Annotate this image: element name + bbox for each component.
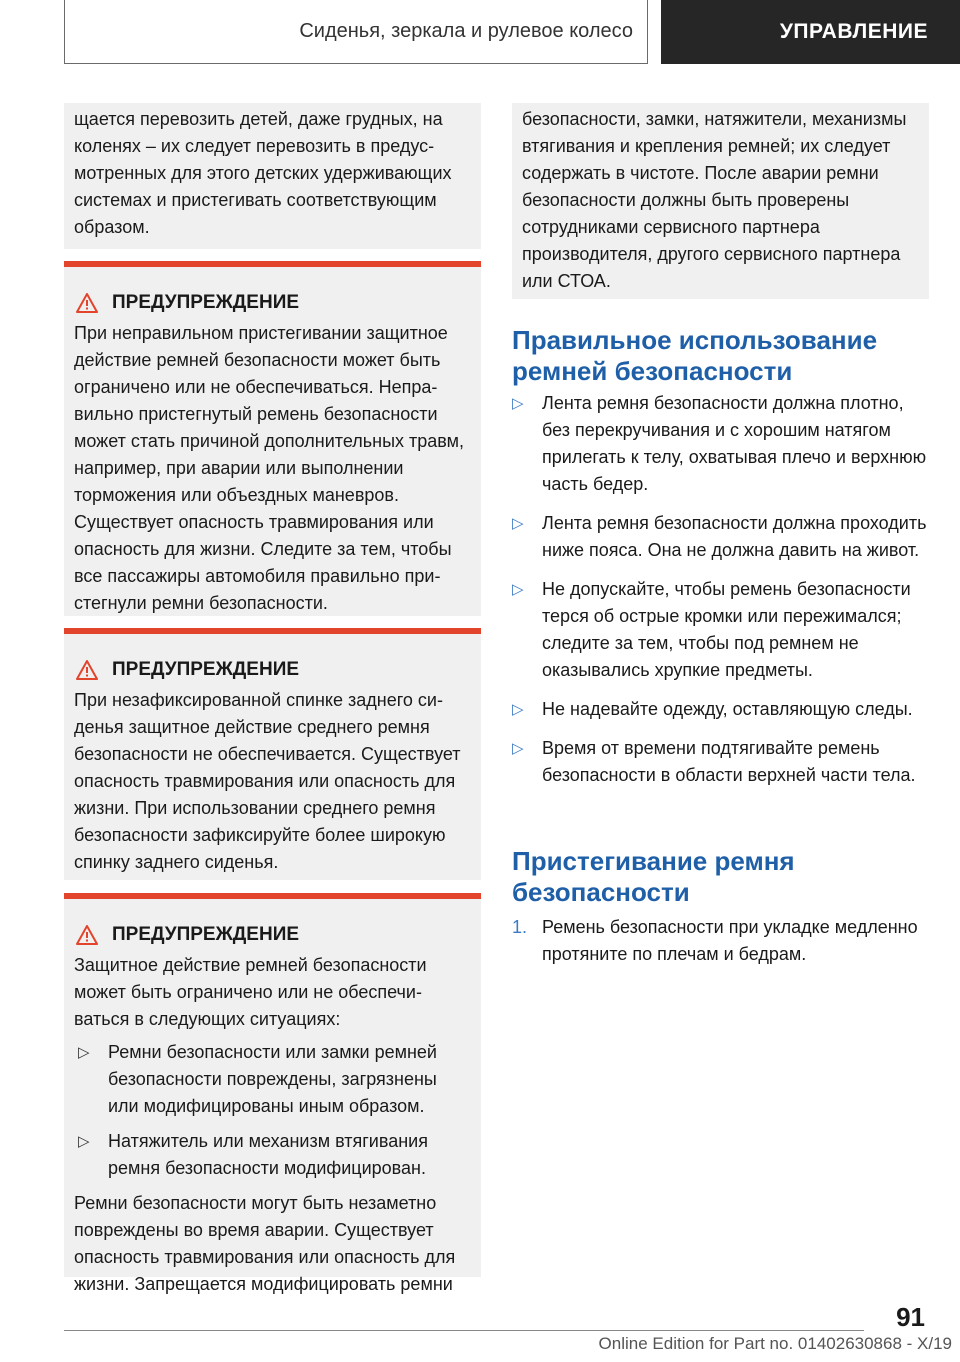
fastening-steps-container [512,914,930,968]
warning-triangle-icon [76,660,98,680]
correct-use-list [512,390,930,789]
warning-triangle-icon [76,293,98,313]
continued-warning-text: безопасности, замки, натяжители, механизмы втягивания и крепления ремней; их следует содержать в чистоте. После аварии ремни безопасности должны быть проверены сотрудниками сервисного партнера производителя, другого сервисного партнера или СТОА. [522,109,907,291]
chapter-title: УПРАВЛЕНИЕ [779,20,928,43]
list-item: ▷ Лента ремня безопасности должна проходить ниже пояса. Она не должна давить на живот. [512,510,930,564]
footer-edition: Online Edition for Part no. 01402630868 - X/19 [598,1334,952,1353]
triangle-bullet-icon: ▷ [512,701,524,718]
continued-text: щается перевозить детей, даже грудных, на коленях – их следует перевозить в предусмотренных для этого детских удерживающих системах и пристегивать соответствующим образом. [74,109,452,237]
warning-text: При незафиксированной спинке заднего сиденья защитное действие среднего ремня безопасности не обеспечивается. Существует опасность травмирования или опасность для жизни. При использовании среднего ремня безопасности зафиксируйте более широкую спинку заднего сиденья. [74,690,461,872]
triangle-bullet-icon: ▷ [512,740,524,757]
list-item: ▷ Не надевайте одежду, оставляющую следы. [512,696,930,723]
warning-title: ПРЕДУПРЕЖДЕНИЕ [74,656,471,683]
triangle-bullet-icon: ▷ [512,515,524,532]
triangle-bullet-icon: ▷ [512,581,524,598]
chapter-tab [661,0,960,64]
correct-use-list-container [512,390,930,801]
warning-triangle-icon [76,925,98,945]
triangle-bullet-icon: ▷ [78,1044,90,1061]
fastening-steps [512,914,930,968]
section-heading-fastening: Пристегивание ремня безопасности [512,846,795,907]
section-title: Сиденья, зеркала и рулевое колесо [299,20,633,42]
warning-box-2 [64,628,481,880]
list-item: ▷ Время от времени подтягивайте ремень безопасности в области верхней части тела. [512,735,930,789]
warning-title: ПРЕДУПРЕЖДЕНИЕ [74,921,471,948]
warning-box-1 [64,261,481,616]
continued-text-box [64,103,481,249]
triangle-bullet-icon: ▷ [512,395,524,412]
page-number: 91 [896,1302,925,1332]
warning-intro: Защитное действие ремней безопасности может быть ограничено или не обеспечиваться в следующих ситуациях: [74,955,427,1029]
section-heading-correct-use: Правильное использование ремней безопасности [512,325,878,386]
warning-box-3 [64,893,481,1294]
list-item: ▷ Ремни безопасности или замки ремней безопасности повреждены, загрязнены или модифицированы иным образом. [74,1039,471,1120]
warning-outro: Ремни безопасности могут быть незаметно повреждены во время аварии. Существует опасность травмирования или опасность для жизни. Запрещается модифицировать ремни [74,1193,456,1294]
list-item: ▷ Натяжитель или механизм втягивания ремня безопасности модифицирован. [74,1128,471,1182]
warning-text: При неправильном пристегивании защитное действие ремней безопасности может быть ограничено или не обеспечиваться. Неправильно пристегнутый ремень безопасности может стать причиной дополнительных травм, например, при аварии или выполнении торможения или объездных маневров. Существует опасность травмирования или опасность для жизни. Следите за тем, чтобы все пассажиры автомобиля правильно пристегнули ремни безопасности. [74,323,465,613]
triangle-bullet-icon: ▷ [78,1133,90,1150]
footer-divider [64,1330,864,1331]
list-item: ▷ Не допускайте, чтобы ремень безопасности терся об острые кромки или пережимался; следите за тем, чтобы под ремнем не оказывались хрупкие предметы. [512,576,930,684]
warning-list [74,1039,471,1182]
list-item: ▷ Лента ремня безопасности должна плотно, без перекручивания и с хорошим натягом прилегать к телу, охватывая плечо и верхнюю часть бедер. [512,390,930,498]
warning-title: ПРЕДУПРЕЖДЕНИЕ [74,289,471,316]
step-item: 1. Ремень безопасности при укладке медленно протяните по плечам и бедрам. [512,914,930,968]
section-title-tab [64,0,648,64]
step-number: 1. [512,917,528,937]
continued-warning-box [512,103,929,299]
